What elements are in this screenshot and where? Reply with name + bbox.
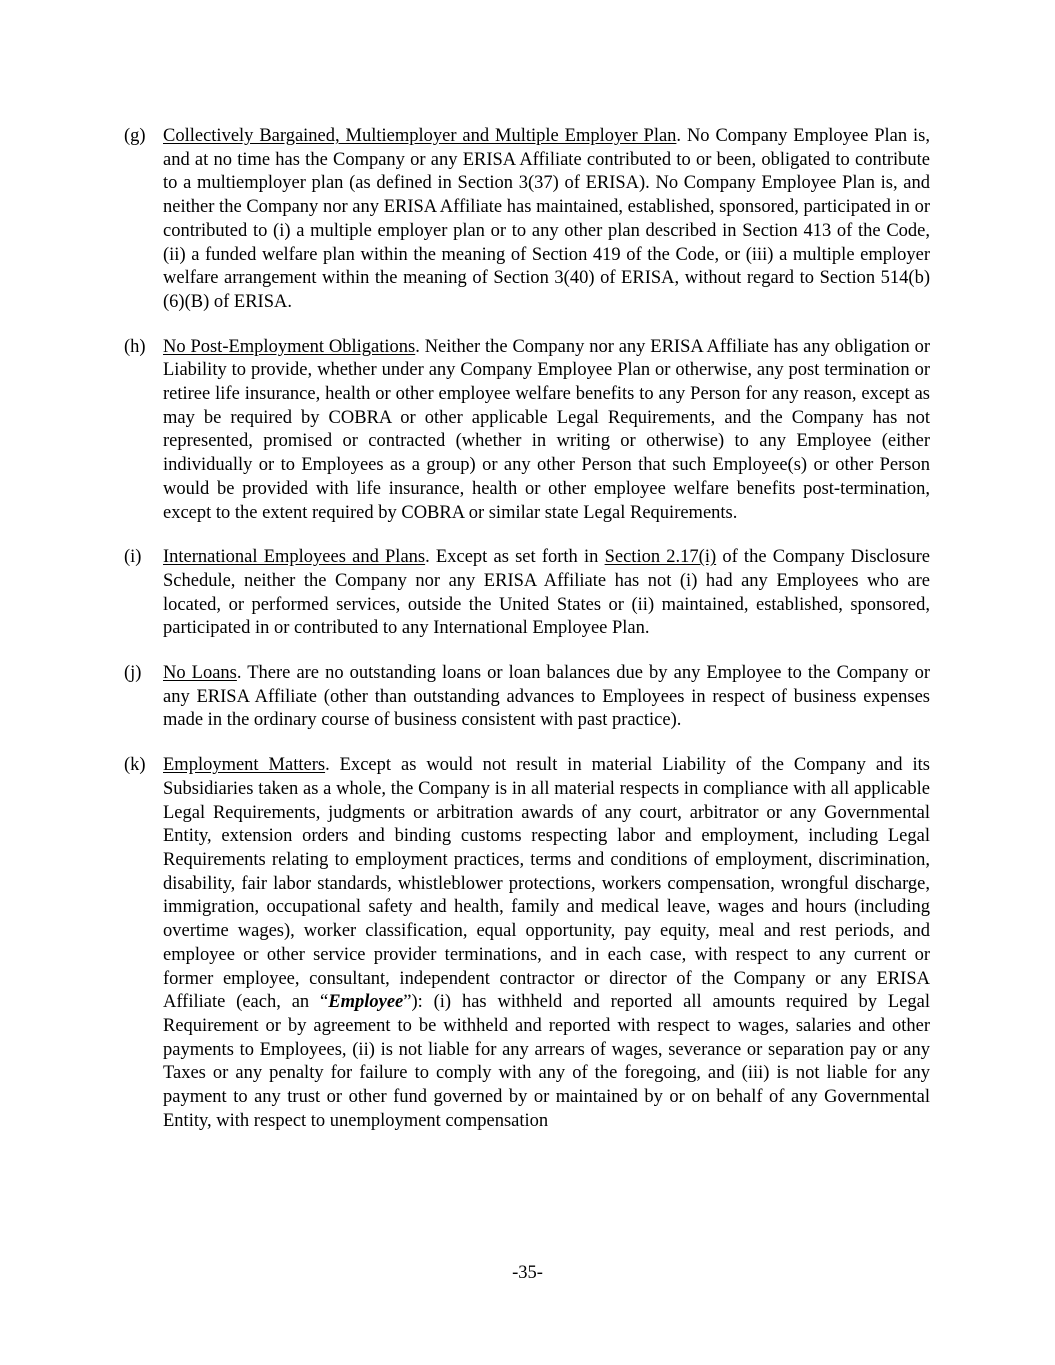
section-body: . No Company Employee Plan is, and at no time has the Company or any ERISA Affiliate contributed to or been, obligated to contribute to a multiemployer plan (as defined in Section 3(37) of ERISA). No Company Employee Plan is, and neither the Company nor any ERISA Affiliate has maintained, established, sponsored, participated in or contributed to (i) a multiple employer plan or to any other plan described in Section 413 of the Code, (ii) a funded welfare plan within the meaning of Section 419 of the Code, or (iii) a multiple employer welfare arrangement within the meaning of Section 3(40) of ERISA, without regard to Section 514(b)(6)(B) of ERISA. — [163, 126, 930, 312]
section-heading: Collectively Bargained, Multiemployer and Multiple Employer Plan — [163, 126, 677, 146]
page-number: -35- — [512, 1263, 543, 1283]
section-k — [124, 754, 930, 1133]
section-g — [124, 125, 930, 315]
section-label: (k) — [124, 755, 146, 776]
section-heading: International Employees and Plans — [163, 547, 426, 568]
section-heading: No Loans — [163, 663, 237, 684]
section-body-continued: ”): (i) has withheld and reported all amounts required by Legal Requirement or by agreement to be withheld and reported with respect to wages, salaries and other payments to Employees, (ii) is not liable for any arrears of wages, severance or separation pay or any Taxes or any penalty for failure to comply with any of the foregoing, and (iii) is not liable for any payment to any trust or other fund governed by or maintained by or on behalf of any Governmental Entity, with respect to unemployment compensation — [163, 992, 930, 1131]
document-body — [124, 125, 930, 1154]
section-reference: Section 2.17(i) — [604, 547, 717, 568]
section-i — [124, 546, 930, 641]
section-text — [163, 546, 930, 641]
section-body: . Except as would not result in material Liability of the Company and its Subsidiaries taken as a whole, the Company is in all material respects in compliance with all applicable Legal Requirements, judgments or arbitration awards of any court, arbitrator or any Governmental Entity, extension orders and binding customs respecting labor and employment, including Legal Requirements relating to employment practices, terms and conditions of employment, discrimination, disability, fair labor standards, whistleblower protections, workers compensation, wrongful discharge, immigration, occupational safety and health, family and medical leave, wages and hours (including overtime wages), worker classification, equal opportunity, pay equity, meal and rest periods, and employee or other service provider terminations, and in each case, with respect to any current or former employee, consultant, independent contractor or director of the Company or any ERISA Affiliate (each, an “ — [163, 755, 930, 1013]
section-body: . There are no outstanding loans or loan balances due by any Employee to the Company or any ERISA Affiliate (other than outstanding advances to Employees in respect of business expenses made in the ordinary course of business consistent with past practice). — [163, 663, 930, 731]
section-label: (h) — [124, 336, 146, 357]
section-label: (g) — [124, 126, 146, 146]
defined-term: Employee — [328, 992, 404, 1013]
section-body: . Neither the Company nor any ERISA Affiliate has any obligation or Liability to provide, whether under any Company Employee Plan or otherwise, any post termination or retiree life insurance, health or other employee welfare benefits to any Person for any reason, except as may be required by COBRA or other applicable Legal Requirements, and the Company has not represented, promised or contracted (whether in writing or otherwise) to any Employee (either individually or to Employees as a group) or any other Person that such Employee(s) or other Person would be provided with life insurance, health or other employee welfare benefits post-termination, except to the extent required by COBRA or similar state Legal Requirements. — [163, 336, 930, 523]
section-heading: Employment Matters — [163, 755, 326, 776]
section-text — [163, 336, 930, 526]
section-text — [163, 125, 930, 315]
section-heading: No Post-Employment Obligations — [163, 336, 416, 357]
section-text — [163, 754, 930, 1133]
section-h — [124, 336, 930, 526]
section-j — [124, 662, 930, 733]
section-label: (i) — [124, 547, 142, 568]
section-body: . Except as set forth in — [425, 547, 605, 568]
section-label: (j) — [124, 663, 142, 684]
section-text — [163, 662, 930, 733]
section-body-continued: of the Company Disclosure Schedule, neither the Company nor any ERISA Affiliate has not (i) had any Employees who are located, or performed services, outside the United States or (ii) maintained, established, sponsored, participated in or contributed to any International Employee Plan. — [163, 547, 930, 639]
